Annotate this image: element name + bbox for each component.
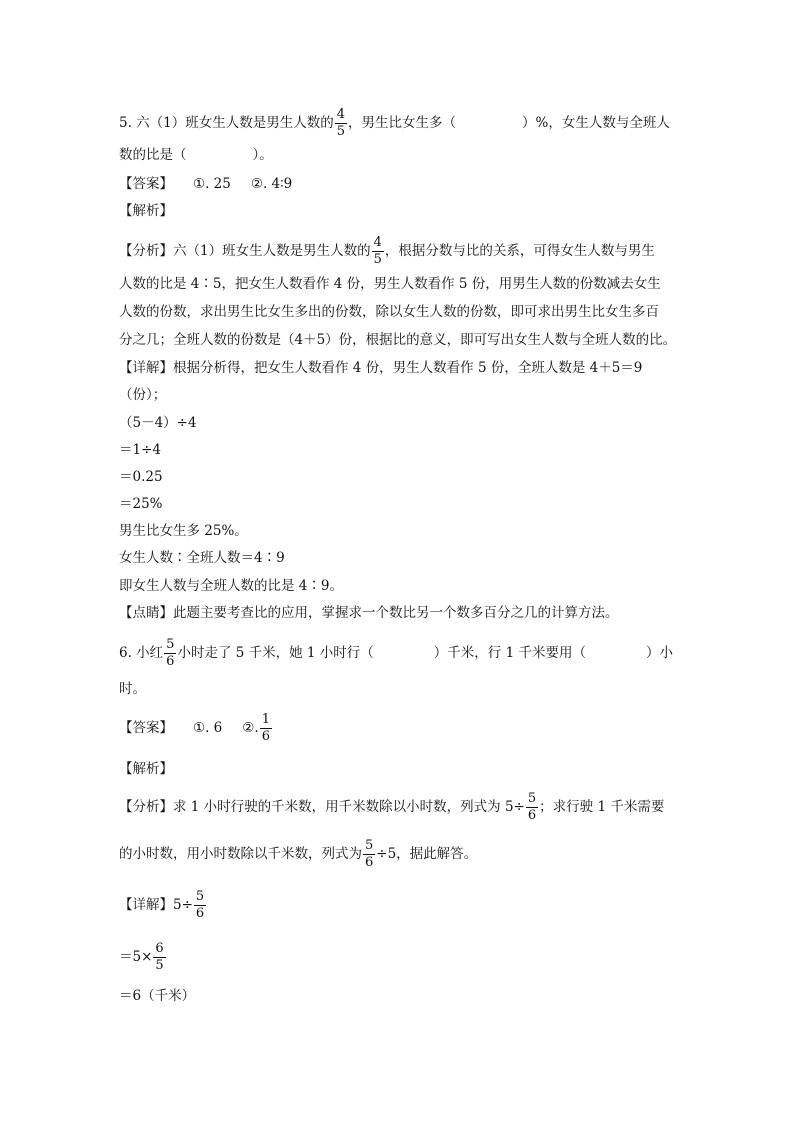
q6-question-line-2: 时。 bbox=[119, 681, 146, 697]
q5-calc-step: ＝0.25 bbox=[119, 469, 163, 485]
q5-calc-step: ＝25% bbox=[119, 496, 163, 512]
q5-tip: 【点睛】此题主要考查比的应用，掌握求一个数比另一个数多百分之几的计算方法。 bbox=[119, 605, 619, 621]
answer-label: 【答案】 bbox=[119, 720, 173, 736]
q5-conclusion: 即女生人数与全班人数的比是 4∶9。 bbox=[119, 578, 343, 594]
fraction: $\frac{4}{5}$ bbox=[373, 235, 382, 267]
answer-value: ①. 6 bbox=[193, 720, 223, 736]
fraction: $\frac{6}{5}$ bbox=[155, 941, 164, 973]
q5-conclusion: 男生比女生多 25%。 bbox=[119, 523, 248, 539]
q6-detail-line: 【详解】5÷ $\frac{5}{6}$ bbox=[119, 889, 205, 921]
q6-fenxi-line-2: 的小时数，用小时数除以千米数，列式为 $\frac{5}{6}$ ÷5，据此解答。 bbox=[119, 838, 478, 870]
fraction: $\frac{5}{6}$ bbox=[195, 889, 205, 921]
fraction: $\frac{4}{5}$ bbox=[336, 107, 346, 139]
answer-label: 【答案】 bbox=[119, 176, 173, 192]
q5-answer bbox=[119, 178, 292, 192]
q5-question-text: 5. 六（1）班女生人数是男生人数的 bbox=[119, 115, 334, 131]
q6-answer bbox=[119, 712, 273, 745]
q5-calc-step: ＝1÷4 bbox=[119, 442, 161, 458]
fraction: $\frac{5}{6}$ bbox=[365, 838, 374, 870]
q5-analysis-label: 【解析】 bbox=[119, 203, 173, 219]
fraction: $\frac{5}{6}$ bbox=[527, 791, 537, 823]
q5-calc-step: （5－4）÷4 bbox=[119, 415, 197, 431]
q5-question-line-2: 数的比是（ ）。 bbox=[119, 147, 273, 163]
q6-question-text: 6. 小红 bbox=[119, 645, 164, 661]
q5-conclusion: 女生人数∶全班人数＝4∶9 bbox=[119, 550, 285, 566]
answer-value: ②. bbox=[242, 720, 259, 736]
fraction: $\frac{5}{6}$ bbox=[166, 637, 175, 669]
q5-detail-line-2: （份）； bbox=[119, 387, 167, 403]
q6-fenxi-line-1: 【分析】求 1 小时行驶的千米数，用千米数除以小时数，列式为 5÷ $\frac{5}{6}$ ；求行驶 1 千米需要 bbox=[119, 791, 665, 823]
q5-fenxi-line-2: 人数的比是 4∶5，把女生人数看作 4 份，男生人数看作 5 份，用男生人数的份数减去女生 bbox=[119, 276, 661, 292]
q6-calc-step: ＝5× $\frac{6}{5}$ bbox=[119, 941, 164, 973]
q5-fenxi-line-1: 【分析】六（1）班女生人数是男生人数的 $\frac{4}{5}$ ，根据分数与比的关系，可得女生人数与男生 bbox=[119, 235, 655, 267]
q6-analysis-label: 【解析】 bbox=[119, 761, 173, 777]
q5-fenxi-line-4: 分之几；全班人数的份数是（4＋5）份，根据比的意义，即可写出女生人数与全班人数的比。 bbox=[119, 332, 677, 348]
q5-detail-line-1: 【详解】根据分析得，把女生人数看作 4 份，男生人数看作 5 份，全班人数是 4＋5＝9 bbox=[119, 360, 643, 376]
fraction: $\frac{1}{6}$ bbox=[261, 712, 270, 744]
q5-fenxi-line-3: 人数的份数，求出男生比女生多出的份数，除以女生人数的份数，即可求出男生比女生多百 bbox=[119, 304, 659, 320]
q6-question-line-1: 6. 小红 $\frac{5}{6}$ 小时走了 5 千米，她 1 小时行（ ）千米，行 1 千米要用（ ）小 bbox=[119, 637, 673, 669]
answer-value: ②. 4∶9 bbox=[250, 176, 293, 192]
q6-calc-step: ＝6（千米） bbox=[119, 988, 196, 1004]
answer-value: ①. 25 bbox=[193, 176, 231, 192]
q5-question-line-1: 5. 六（1）班女生人数是男生人数的 $\frac{4}{5}$ ，男生比女生多（ ）%，女生人数与全班人 bbox=[119, 107, 670, 139]
